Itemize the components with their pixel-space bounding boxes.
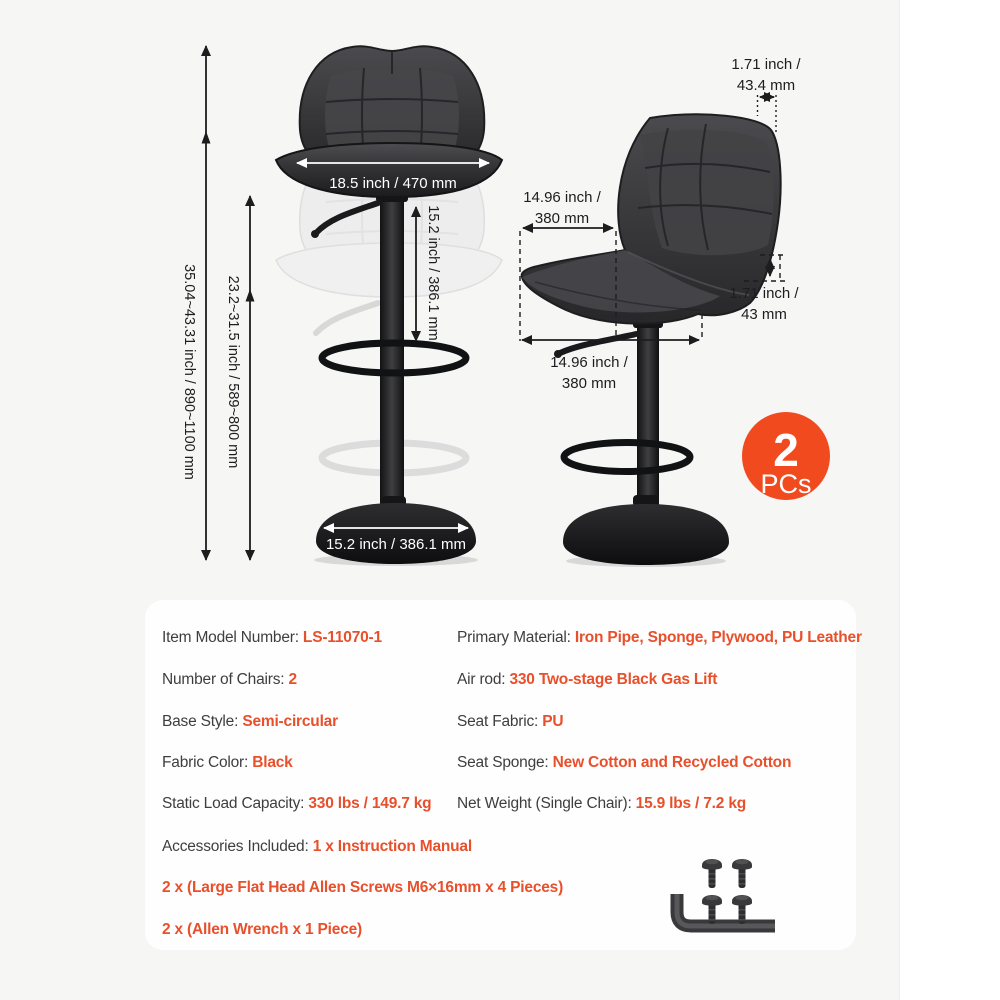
- spec-screws: 2 x (Large Flat Head Allen Screws M6×16mm x 4 Pieces): [162, 879, 564, 896]
- spec-item-model-number: Item Model Number: LS-11070-1: [162, 629, 382, 646]
- allen-screws-icon: [702, 859, 752, 924]
- dim-backrest-thickness-label-1: 1.71 inch /: [731, 56, 801, 73]
- spec-row: [145, 712, 856, 732]
- spec-number-of-chairs: Number of Chairs: 2: [162, 671, 297, 688]
- spec-air-rod: Air rod: 330 Two-stage Black Gas Lift: [457, 671, 718, 688]
- spec-primary-material: Primary Material: Iron Pipe, Sponge, Plywood, PU Leather: [457, 629, 862, 646]
- spec-seat-sponge: Seat Sponge: New Cotton and Recycled Cotton: [457, 754, 792, 771]
- dim-seat-depth-lower-label-1: 14.96 inch /: [550, 354, 628, 371]
- spec-base-style: Base Style: Semi-circular: [162, 713, 338, 730]
- spec-row: [145, 753, 856, 773]
- front-stool-base: [314, 496, 478, 566]
- dim-seat-thickness-label-1: 1.71 inch /: [729, 285, 799, 302]
- side-stool-pole: [637, 322, 659, 508]
- dim-seat-thickness-label-2: 43 mm: [741, 306, 787, 323]
- dim-seat-depth-upper-label-2: 380 mm: [534, 210, 590, 227]
- spec-fabric-color: Fabric Color: Black: [162, 754, 293, 771]
- spec-net-weight: Net Weight (Single Chair): 15.9 lbs / 7.2 kg: [457, 795, 747, 812]
- front-stool-pole: [380, 196, 404, 508]
- side-stool-base: [563, 495, 729, 567]
- spec-wrench: 2 x (Allen Wrench x 1 Piece): [162, 921, 363, 938]
- dim-seat-depth-lower-label-2: 380 mm: [561, 375, 617, 392]
- hardware-icon: [665, 850, 780, 940]
- dim-overall-height-label: 35.04~43.31 inch / 890~1100 mm: [181, 264, 197, 480]
- spec-seat-fabric: Seat Fabric: PU: [457, 713, 564, 730]
- dim-seat-depth-upper-label-1: 14.96 inch /: [523, 189, 601, 206]
- spec-static-load: Static Load Capacity: 330 lbs / 149.7 kg: [162, 795, 432, 812]
- spec-panel: [145, 600, 862, 950]
- quantity-badge: [742, 412, 830, 500]
- spec-row: [145, 794, 856, 814]
- dim-base-width-label: 15.2 inch / 386.1 mm: [325, 536, 467, 553]
- allen-wrench-icon: [677, 894, 775, 926]
- spec-row: [145, 670, 856, 690]
- side-stool-footrest-ring: [564, 443, 690, 472]
- front-stool-illustration: [276, 46, 502, 566]
- dim-overall-height-mid-arrow: [202, 131, 211, 144]
- dim-backrest-thickness-label-2: 43.4 mm: [736, 77, 796, 94]
- dim-seat-height-mid-arrow: [246, 289, 255, 302]
- spec-row: [145, 628, 862, 648]
- dim-gas-lift-label: 15.2 inch / 386.1 mm: [425, 205, 441, 341]
- dim-seat-width-label: 18.5 inch / 470 mm: [329, 175, 457, 192]
- dim-seat-height-label: 23.2~31.5 inch / 589~800 mm: [225, 275, 241, 469]
- spec-accessories: Accessories Included: 1 x Instruction Manual: [162, 838, 472, 855]
- quantity-badge-unit: PCs: [760, 469, 812, 499]
- quantity-badge-count: 2: [773, 424, 799, 476]
